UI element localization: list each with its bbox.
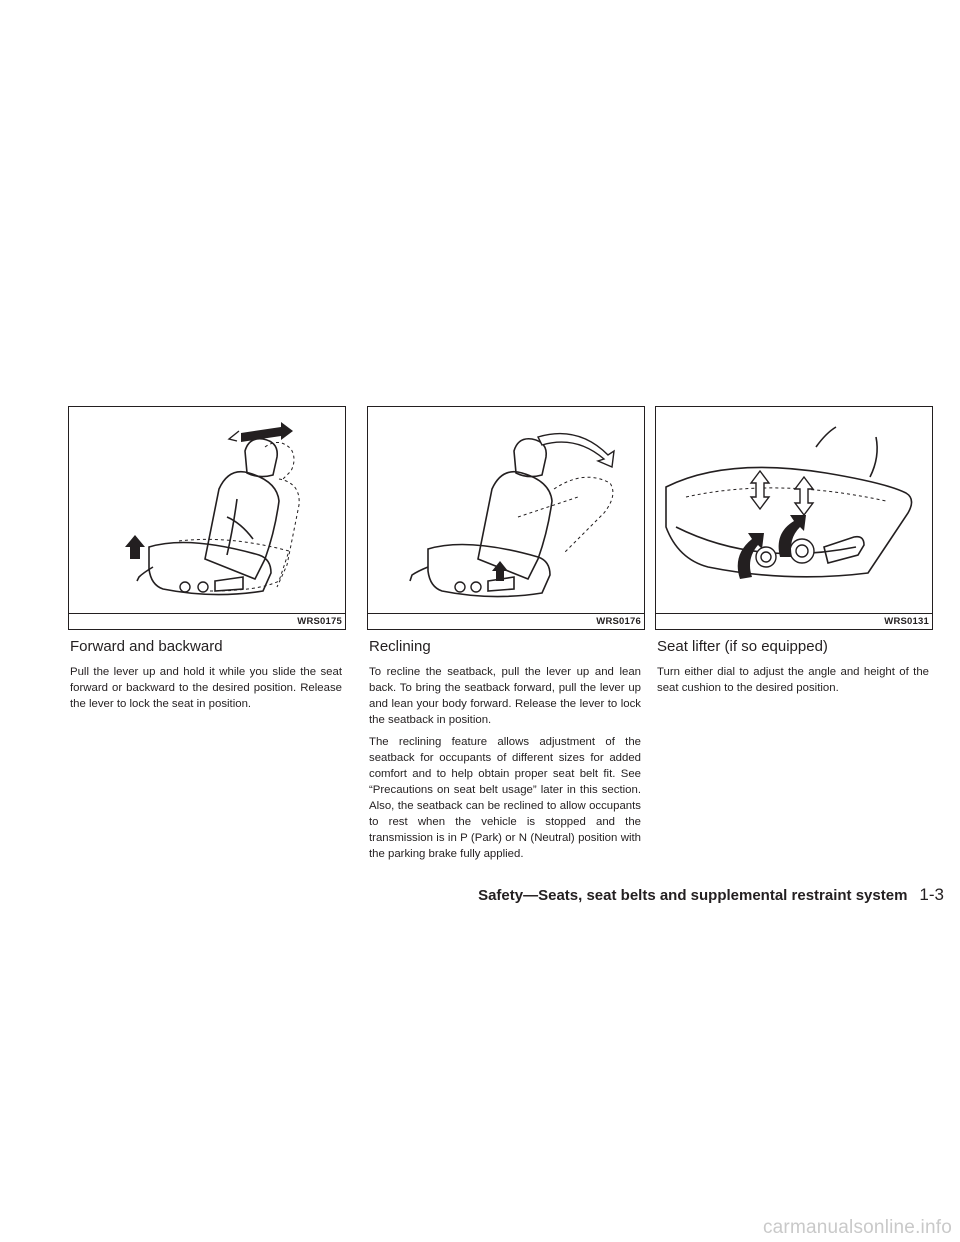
- watermark: carmanualsonline.info: [762, 1217, 952, 1238]
- figure-code: WRS0131: [884, 616, 929, 627]
- seat-recline-figure: [367, 406, 645, 630]
- seat-recline-illustration: [368, 407, 644, 613]
- page-footer: [0, 885, 944, 905]
- figure-code: WRS0176: [596, 616, 641, 627]
- section-heading: Reclining: [369, 638, 431, 655]
- section-seat-lifter: [655, 406, 933, 696]
- section-paragraph: To recline the seatback, pull the lever up and lean back. To bring the seatback forward, pull the lever up and lean your body forward. Release the lever to lock the seatback in position.: [369, 666, 641, 726]
- figure-code: WRS0175: [297, 616, 342, 627]
- section-paragraph: Turn either dial to adjust the angle and height of the seat cushion to the desired position.: [657, 666, 929, 694]
- seat-lifter-illustration: [656, 407, 932, 613]
- seat-lifter-figure: [655, 406, 933, 630]
- section-paragraph: The reclining feature allows adjustment of the seatback for occupants of different sizes for added comfort and to help obtain proper seat belt fit. See “Precautions on seat belt usage” later in this section. Also, the seatback can be reclined to allow occupants to rest when the vehicle is stopped and the transmission is in P (Park) or N (Neutral) position with the parking brake fully applied.: [369, 736, 641, 860]
- seat-slide-illustration: [69, 407, 345, 613]
- section-forward-backward: [68, 406, 346, 712]
- page-number: 1-3: [919, 885, 944, 904]
- section-heading: Seat lifter (if so equipped): [657, 638, 828, 655]
- seat-slide-figure: [68, 406, 346, 630]
- section-paragraph: Pull the lever up and hold it while you slide the seat forward or backward to the desired position. Release the lever to lock the seat in position.: [70, 666, 342, 710]
- footer-section-title: Safety—Seats, seat belts and supplemental restraint system: [478, 887, 908, 904]
- section-heading: Forward and backward: [70, 638, 223, 655]
- section-reclining: [367, 406, 645, 862]
